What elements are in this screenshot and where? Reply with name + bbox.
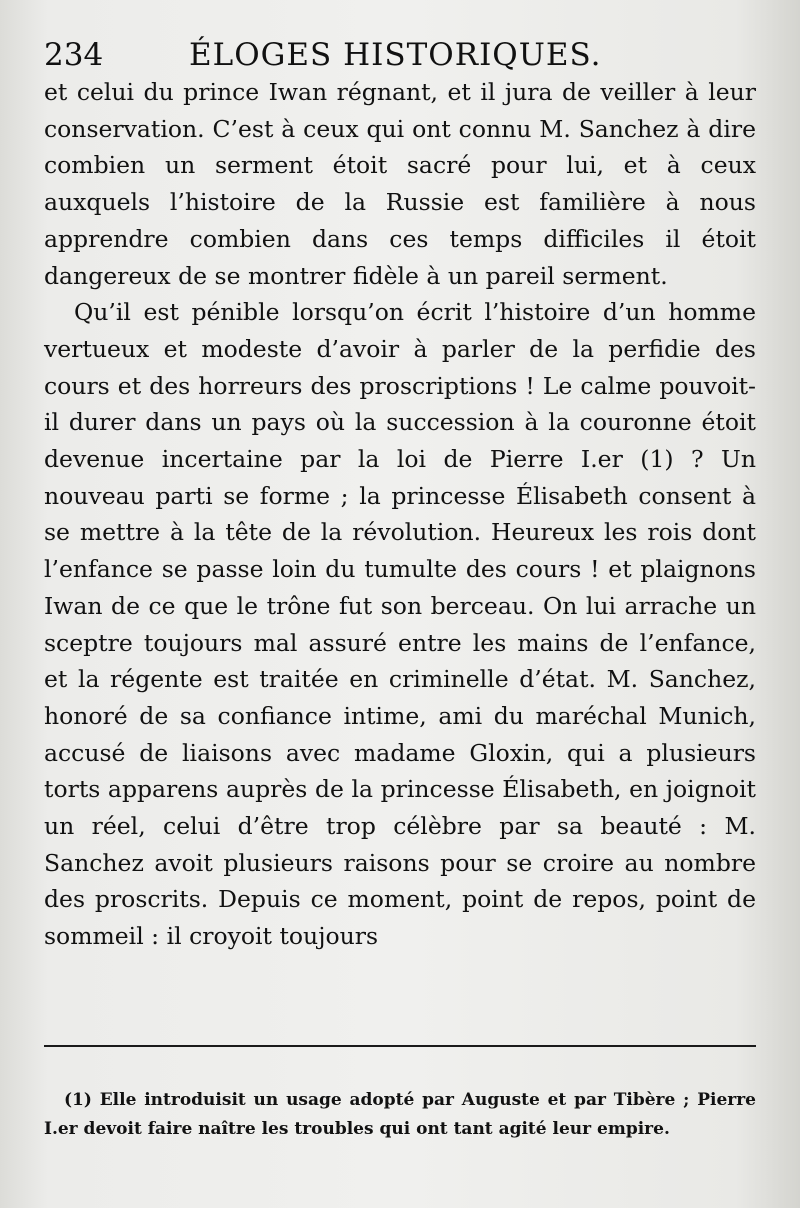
footnote: (1) Elle introduisit un usage adopté par Auguste et par Tibère ; Pierre I.er devoit faire naître les troubles qui ont tant agité leur empire. (44, 1090, 756, 1139)
paragraph-continuation: et celui du prince Iwan régnant, et il jura de veiller à leur conservation. C’est à ceux qui ont connu M. Sanchez à dire combien un serment étoit sacré pour lui, et à ceux auxquels l’histoire de la Russie est familière à nous apprendre combien dans ces temps difficiles il étoit dangereux de se montrer fidèle à un pareil serment. (44, 78, 756, 290)
page-header (44, 32, 758, 78)
running-title: ÉLOGES HISTORIQUES. (189, 37, 602, 73)
footnote-divider (44, 1045, 756, 1047)
body-text (44, 74, 756, 955)
page-number: 234 (44, 37, 104, 73)
paragraph-main: Qu’il est pénible lorsqu’on écrit l’histoire d’un homme vertueux et modeste d’avoir à parler de la perfidie des cours et des horreurs des proscriptions ! Le calme pouvoit-il durer dans un pays où la succession à la couronne étoit devenue incertaine par la loi de Pierre I.er (1) ? Un nouveau parti se forme ; la princesse Élisabeth consent à se mettre à la tête de la révolution. Heureux les rois dont l’enfance se passe loin du tumulte des cours ! et plaignons Iwan de ce que le trône fut son berceau. On lui arrache un sceptre toujours mal assuré entre les mains de l’enfance, et la régente est traitée en criminelle d’état. M. Sanchez, honoré de sa confiance intime, ami du maréchal Munich, accusé de liaisons avec madame Gloxin, qui a plusieurs torts apparens auprès de la princesse Élisabeth, en joignoit un réel, celui d’être trop célèbre par sa beauté : M. Sanchez avoit plusieurs raisons pour se croire au nombre des proscrits. Depuis ce moment, point de repos, point de sommeil : il croyoit toujours (44, 298, 756, 951)
